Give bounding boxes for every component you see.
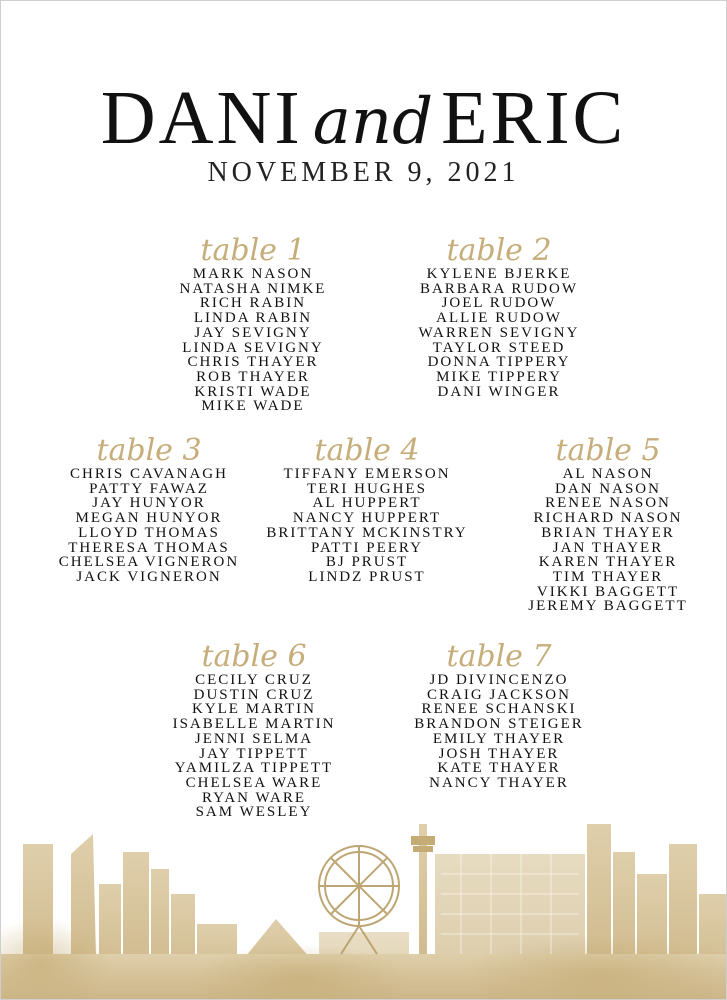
table-heading: table 5 [555,433,661,468]
guest-name: LLOYD THOMAS [78,524,220,541]
guest-name: CRAIG JACKSON [427,686,571,703]
guest-name: BARBARA RUDOW [419,280,579,297]
guest-name: MEGAN HUNYOR [75,510,223,527]
guest-name: JAY TIPPETT [199,745,309,762]
guest-name: JACK VIGNERON [76,568,222,585]
guest-name: BRIAN THAYER [541,524,675,541]
guest-name: KATE THAYER [437,760,561,777]
guest-name: JAN THAYER [552,539,664,556]
guest-name: CHELSEA VIGNERON [58,554,240,571]
table-1-block [153,233,353,414]
guest-name: RENEE SCHANSKI [421,701,577,718]
las-vegas-skyline-illustration [1,814,726,999]
guest-name: LINDA RABIN [193,310,313,327]
guest-name: DAN NASON [555,480,661,497]
guest-name: EMILY THAYER [432,730,566,747]
table-heading: table 6 [201,639,307,674]
guest-name: KAREN THAYER [538,554,678,571]
guest-name: AL HUPPERT [312,495,422,512]
guest-name: TIM THAYER [552,568,664,585]
guest-name: TERI HUGHES [307,480,427,497]
guest-name: BRITTANY MCKINSTRY [266,524,468,541]
guest-list [254,467,480,585]
guest-name: LINDA SEVIGNY [182,339,324,356]
guest-list [39,467,259,585]
guest-name: YAMILZA TIPPETT [174,760,334,777]
guest-name: SAM WESLEY [195,804,313,821]
guest-name: RICHARD NASON [533,510,683,527]
guest-name: MARK NASON [192,266,314,282]
table-2-block [399,233,599,399]
guest-name: CHELSEA WARE [185,774,323,791]
guest-name: TIFFANY EMERSON [283,466,451,482]
guest-name: JD DIVINCENZO [429,672,569,688]
guest-list [394,673,604,791]
table-heading: table 2 [446,233,552,268]
table-7-block [394,639,604,791]
page-title [1,75,726,162]
table-heading: table 7 [446,639,552,674]
guest-name: MIKE WADE [201,398,305,415]
guest-name: NATASHA NIMKE [179,280,327,297]
guest-name: LINDZ PRUST [308,568,426,585]
guest-name: JAY HUNYOR [92,495,206,512]
guest-name: JEREMY BAGGETT [528,598,688,615]
title-connector: and [312,85,434,159]
guest-name: ROB THAYER [196,368,310,385]
guest-name: NANCY THAYER [429,774,569,791]
guest-name: CECILY CRUZ [195,672,313,688]
guest-name: THERESA THOMAS [68,539,230,556]
guest-name: CHRIS THAYER [187,354,319,371]
guest-name: ALLIE RUDOW [436,310,562,327]
guest-name: DONNA TIPPERY [427,354,571,371]
title-name-right: ERIC [441,76,627,160]
guest-name: ISABELLE MARTIN [172,716,336,733]
table-heading: table 1 [200,233,306,268]
guest-name: VIKKI BAGGETT [536,583,680,600]
guest-name: WARREN SEVIGNY [418,324,580,341]
table-heading: table 3 [96,433,202,468]
guest-list [503,467,713,614]
guest-name: AL NASON [562,466,654,482]
table-5-block [503,433,713,614]
guest-name: JENNI SELMA [194,730,314,747]
guest-name: JAY SEVIGNY [194,324,312,341]
guest-name: CHRIS CAVANAGH [70,466,228,482]
guest-name: DANI WINGER [437,383,561,400]
guest-name: RENEE NASON [545,495,671,512]
guest-list [399,267,599,399]
event-date: NOVEMBER 9, 2021 [207,157,520,188]
guest-name: RICH RABIN [199,295,307,312]
guest-name: KYLENE BJERKE [426,266,572,282]
guest-name: KYLE MARTIN [191,701,316,718]
table-heading: table 4 [314,433,420,468]
guest-name: PATTY FAWAZ [89,480,209,497]
table-6-block [149,639,359,820]
guest-name: MIKE TIPPERY [436,368,562,385]
guest-list [153,267,353,414]
guest-name: NANCY HUPPERT [292,510,442,527]
guest-name: PATTI PEERY [311,539,423,556]
guest-name: JOSH THAYER [438,745,560,762]
guest-name: JOEL RUDOW [441,295,557,312]
table-4-block [254,433,480,585]
title-name-left: DANI [100,76,303,160]
guest-name: DUSTIN CRUZ [193,686,315,703]
guest-name: BJ PRUST [325,554,409,571]
guest-list [149,673,359,820]
guest-name: BRANDON STEIGER [414,716,584,733]
guest-name: RYAN WARE [202,789,306,806]
table-3-block [39,433,259,585]
guest-name: KRISTI WADE [194,383,312,400]
guest-name: TAYLOR STEED [432,339,566,356]
